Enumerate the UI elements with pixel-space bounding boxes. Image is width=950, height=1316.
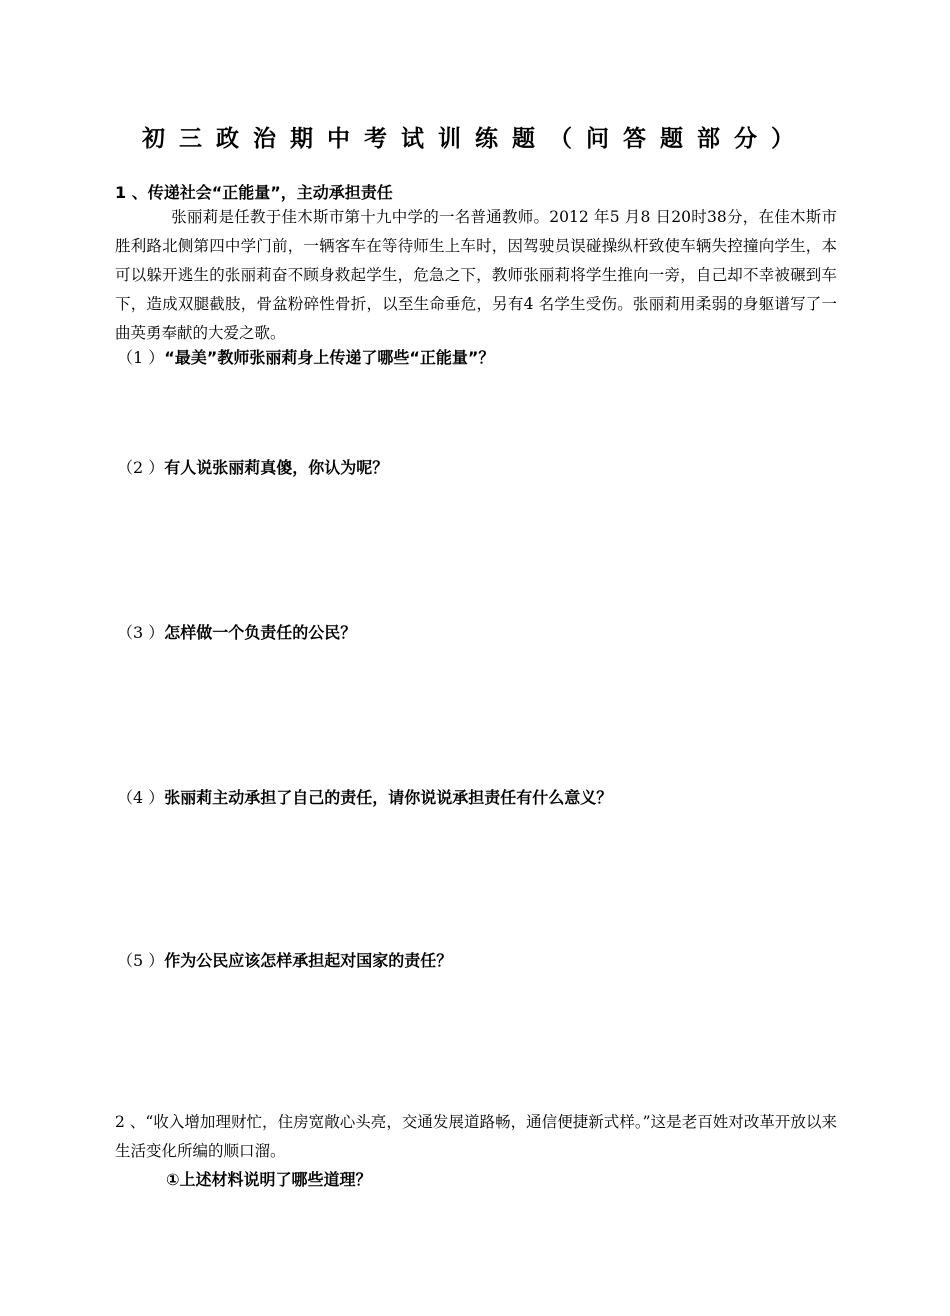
question-5-text: 作为公民应该怎样承担起对国家的责任？: [164, 951, 453, 970]
question-5-number: （5 ）: [117, 951, 165, 970]
section-2-question: ①上述材料说明了哪些道理？: [166, 1170, 372, 1189]
question-1: [117, 345, 494, 368]
question-3: [117, 620, 356, 643]
question-1-text: “最美”教师张丽莉身上传递了哪些“正能量”？: [164, 348, 495, 367]
question-3-text: 怎样做一个负责任的公民？: [164, 623, 357, 642]
section-1-passage-text: 张丽莉是任教于佳木斯市第十九中学的一名普通教师。2012 年5 月8 日20时38分，在佳木斯市胜利路北侧第四中学门前，一辆客车在等待师生上车时，因驾驶员误碰操纵杆致使车辆失控撞向学生，本可以躲开逃生的张丽莉奋不顾身救起学生，危急之下，教师张丽莉将学生推向一旁，自己却不幸被碾到车下，造成双腿截肢，骨盆粉碎性骨折，以至生命垂危，另有4 名学生受伤。张丽莉用柔弱的身躯谱写了一曲英勇奉献的大爱之歌。: [115, 208, 837, 342]
page-title: 初三政治期中考试训练题（问答题部分）: [142, 126, 808, 152]
question-4-text: 张丽莉主动承担了自己的责任，请你说说承担责任有什么意义？: [164, 788, 613, 807]
question-5: [117, 948, 452, 971]
section-1-heading: 1 、传递社会“正能量”，主动承担责任: [115, 183, 393, 202]
question-2-text: 有人说张丽莉真傻，你认为呢？: [164, 458, 389, 477]
question-4: [117, 785, 612, 808]
question-1-number: （1 ）: [117, 348, 165, 367]
section-1-passage: [115, 203, 837, 348]
question-3-number: （3 ）: [117, 623, 165, 642]
question-2: [117, 455, 388, 478]
section-2-passage: 2 、“收入增加理财忙，住房宽敞心头亮，交通发展道路畅，通信便捷新式样。”这是老百姓对改革开放以来生活变化所编的顺口溜。: [115, 1113, 837, 1160]
question-2-number: （2 ）: [117, 458, 165, 477]
question-4-number: （4 ）: [117, 788, 165, 807]
